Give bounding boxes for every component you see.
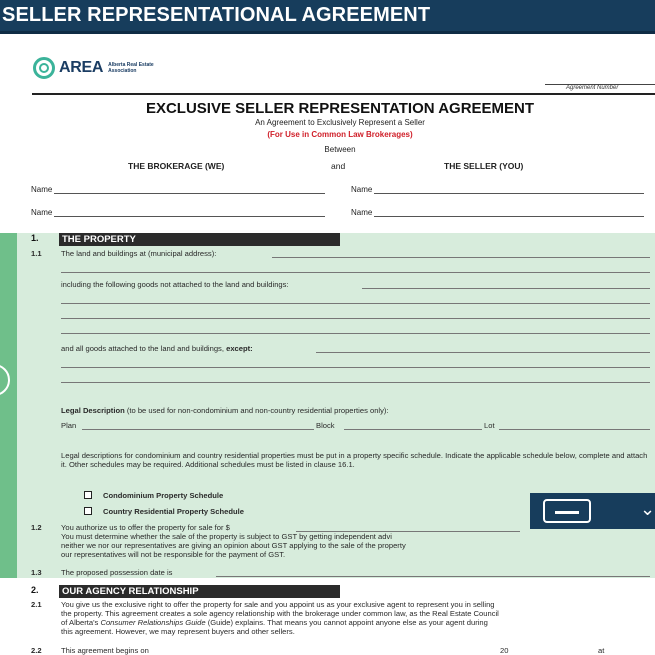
seller-name-field-2[interactable]: Name (351, 208, 644, 217)
clause-1-3-text: The proposed possession date is (61, 568, 173, 577)
clause-2-2-number: 2.2 (31, 646, 42, 655)
clause-2-1-number: 2.1 (31, 600, 42, 609)
goods-line-1[interactable] (362, 288, 650, 289)
country-schedule-label: Country Residential Property Schedule (103, 507, 244, 516)
clause-1-2-line-2: You must determine whether the sale of the property is subject to GST by getting independent advi (61, 532, 392, 541)
section-1-heading: THE PROPERTY (59, 233, 340, 246)
section-2-heading: OUR AGENCY RELATIONSHIP (59, 585, 340, 598)
including-goods-text: including the following goods not attached to the land and buildings: (61, 280, 289, 289)
block-label: Block (316, 421, 335, 430)
condo-schedule-checkbox[interactable] (84, 491, 92, 499)
party-seller: THE SELLER (YOU) (444, 161, 524, 171)
document-title: EXCLUSIVE SELLER REPRESENTATION AGREEMENT (145, 100, 535, 117)
brokerage-name-field-2[interactable]: Name (31, 208, 325, 217)
address-line[interactable] (272, 257, 650, 258)
clause-2-2-text: This agreement begins on (61, 646, 149, 655)
highlight-sidebar (0, 233, 17, 578)
goods-line-2[interactable] (61, 303, 650, 304)
section-2-number: 2. (31, 585, 39, 595)
party-brokerage: THE BROKERAGE (WE) (128, 161, 225, 171)
agreement-number-label: Agreement Number (566, 85, 619, 91)
clause-1-2-line-1: You authorize us to offer the property for sale for $ (61, 523, 230, 532)
clause-2-1-line-3: of Alberta's Consumer Relationships Guide (Guide) explains. That means you cannot appoint anyone else as your agent during (61, 618, 488, 627)
area-logo-icon (33, 57, 55, 79)
area-logo (33, 57, 154, 79)
attached-goods-text: and all goods attached to the land and buildings, except: (61, 344, 253, 353)
plan-line[interactable] (82, 429, 314, 430)
except-line-2[interactable] (61, 367, 650, 368)
chevron-icon[interactable]: ⌄ (640, 499, 655, 519)
clause-2-1-line-1: You give us the exclusive right to offer the property for sale and you appoint us as your exclusive agent to represent you in selling (61, 600, 495, 609)
video-title-banner: SELLER REPRESENTATIONAL AGREEMENT (0, 0, 655, 34)
document-note: (For Use in Common Law Brokerages) (267, 130, 413, 139)
minus-icon (555, 511, 579, 514)
clause-2-2-year: 20 (500, 646, 509, 655)
legal-description-text: Legal Description (to be used for non-condominium and non-country residential properties only): (61, 406, 389, 415)
possession-date-line[interactable] (216, 576, 650, 577)
logo-subtitle: Alberta Real Estate Association (108, 62, 154, 74)
between-label: Between (324, 145, 356, 154)
clause-1-2-line-4: our representatives will not be responsible for the payment of GST. (61, 550, 286, 559)
header-rule (32, 93, 655, 95)
logo-text: AREA (59, 59, 104, 76)
legal-description-paragraph: Legal descriptions for condominium and country residential properties must be put in a property specific schedule. Indicate the applicable schedule below, complete and attach it. Other schedules may be required. Additional schedules must be listed in clause 16.1. (61, 451, 648, 469)
party-and: and (331, 161, 346, 171)
seller-name-field-1[interactable]: Name (351, 185, 644, 194)
except-line-3[interactable] (61, 382, 650, 383)
document-subtitle: An Agreement to Exclusively Represent a Seller (255, 118, 425, 127)
clause-2-1-line-4: this agreement. However, we may represent buyers and other sellers. (61, 627, 295, 636)
agreement-document (0, 37, 655, 655)
lot-line[interactable] (499, 429, 650, 430)
clause-1-2-number: 1.2 (31, 523, 42, 532)
clause-1-2-line-3: neither we nor our representatives are giving an opinion about GST applying to the sale of the property (61, 541, 406, 550)
section-1-number: 1. (31, 233, 39, 243)
plan-label: Plan (61, 421, 77, 430)
condo-schedule-label: Condominium Property Schedule (103, 491, 224, 500)
lot-label: Lot (484, 421, 495, 430)
clause-1-1-number: 1.1 (31, 249, 42, 258)
clause-1-1-text: The land and buildings at (municipal address): (61, 249, 217, 258)
clause-1-3-number: 1.3 (31, 568, 42, 577)
address-line-2[interactable] (61, 272, 650, 273)
goods-line-3[interactable] (61, 318, 650, 319)
clause-2-1-line-2: the property. This agreement creates a sole agency relationship with the brokerage under common law, as the Real Estate Council (61, 609, 499, 618)
goods-line-4[interactable] (61, 333, 650, 334)
clause-2-2-at: at (598, 646, 605, 655)
brokerage-name-field-1[interactable]: Name (31, 185, 325, 194)
block-line[interactable] (344, 429, 482, 430)
except-line-1[interactable] (316, 352, 650, 353)
minimize-button[interactable] (543, 499, 591, 523)
country-schedule-checkbox[interactable] (84, 507, 92, 515)
